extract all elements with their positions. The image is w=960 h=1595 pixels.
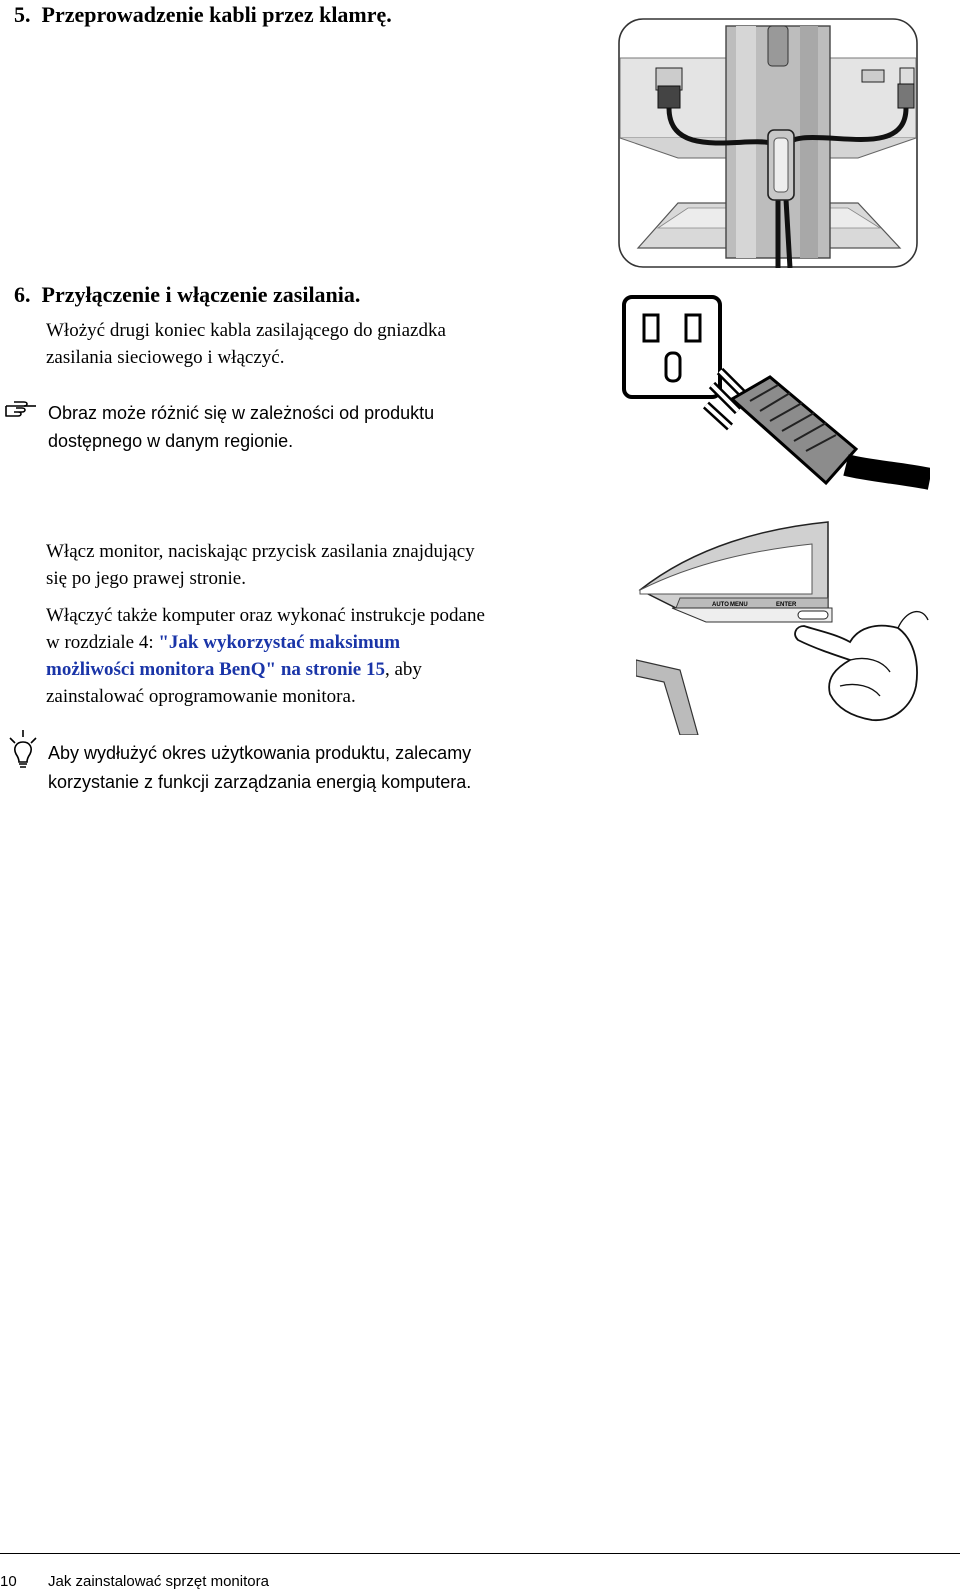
monitor-button-menu: MENU (730, 602, 748, 608)
step6-line1: Włożyć drugi koniec kabla zasilającego do gniazdka (46, 320, 446, 341)
power-button-figure (636, 510, 932, 735)
power-outlet-figure (620, 293, 930, 493)
pointing-hand-icon (4, 398, 38, 420)
power-on-p2-line4: zainstalować oprogramowanie monitora. (46, 686, 356, 707)
tip-line1: Aby wydłużyć okres użytkowania produktu, zalecamy (48, 743, 472, 763)
lightbulb-icon (6, 728, 40, 770)
cable-clamp-figure (618, 18, 918, 268)
power-on-p1-line1: Włącz monitor, naciskając przycisk zasilania znajdujący (46, 541, 475, 562)
monitor-button-enter: ENTER (776, 602, 797, 608)
power-on-p2-suffix: , aby (385, 659, 422, 680)
footer-rule (0, 1553, 960, 1554)
monitor-button-auto: AUTO (712, 602, 729, 608)
power-on-p2-prefix: w rozdziale 4: (46, 632, 159, 653)
note-line2: dostępnego w danym regionie. (48, 431, 294, 451)
power-on-p1-line2: się po jego prawej stronie. (46, 568, 246, 589)
tip-line2: korzystanie z funkcji zarządzania energią komputera. (48, 772, 472, 792)
power-on-p2-line2 (46, 629, 400, 656)
note-line1: Obraz może różnić się w zależności od produktu (48, 403, 435, 423)
chapter-link-part1[interactable]: "Jak wykorzystać maksimum (158, 632, 401, 653)
power-on-p2-line1: Włączyć także komputer oraz wykonać instrukcje podane (46, 605, 485, 626)
step5-heading: 5. Przeprowadzenie kabli przez klamrę. (14, 2, 392, 27)
footer-page-number: 10 (0, 1573, 17, 1590)
power-on-p2-line3 (46, 656, 422, 683)
footer-section-title: Jak zainstalować sprzęt monitora (48, 1573, 269, 1590)
step6-heading: 6. Przyłączenie i włączenie zasilania. (14, 282, 361, 307)
chapter-link-part2[interactable]: możliwości monitora BenQ" na stronie 15 (46, 659, 385, 680)
step6-line2: zasilania sieciowego i włączyć. (46, 347, 285, 368)
